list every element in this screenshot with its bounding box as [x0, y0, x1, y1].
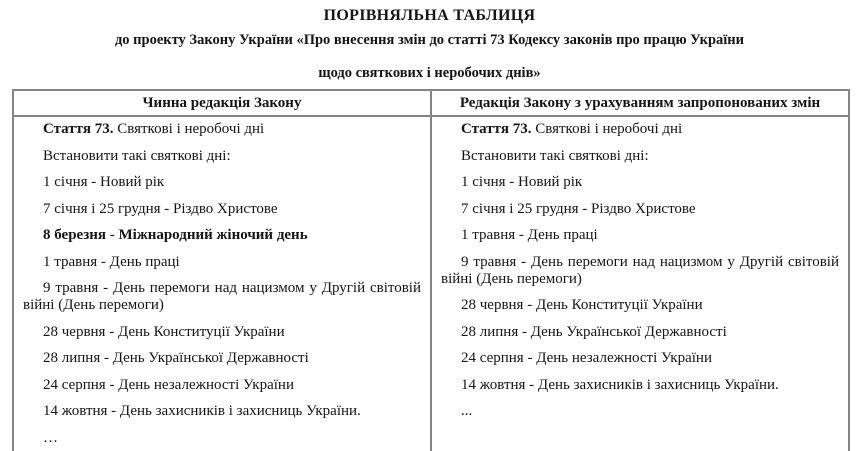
- cell-proposed-edition: [431, 116, 849, 451]
- paragraph: [23, 121, 421, 138]
- paragraph: [23, 174, 421, 191]
- paragraph: [441, 403, 839, 420]
- document-subtitle-line2: щодо святкових і неробочих днів»: [318, 65, 541, 81]
- paragraph: [23, 350, 421, 367]
- paragraph: [441, 324, 839, 341]
- paragraph: [441, 297, 839, 314]
- paragraph: [23, 254, 421, 271]
- content-row: [13, 116, 849, 451]
- paragraph: [441, 201, 839, 218]
- text-run: 24 серпня - День незалежності України: [461, 350, 712, 366]
- paragraph: [441, 350, 839, 367]
- text-run: 1 травня - День праці: [461, 227, 598, 243]
- text-run: -: [106, 227, 119, 243]
- text-run: Встановити такі святкові дні:: [461, 147, 649, 164]
- paragraph: [441, 148, 839, 165]
- bold-text-run: 8 березня: [43, 227, 106, 243]
- text-run: 14 жовтня - День захисників і захисниць України.: [461, 376, 779, 393]
- text-run: Встановити такі святкові дні:: [43, 147, 231, 164]
- text-run: 28 липня - День Української Державності: [43, 350, 309, 366]
- paragraph: [23, 377, 421, 394]
- column-header-proposed-edition: Редакція Закону з урахуванням запропонованих змін: [431, 90, 849, 116]
- bold-text-run: Стаття 73.: [43, 121, 114, 137]
- text-run: 9 травня - День перемоги над нацизмом у Другій світовій війні (День перемоги): [441, 253, 839, 287]
- text-run: 24 серпня - День незалежності України: [43, 376, 294, 393]
- paragraph: [23, 227, 421, 244]
- bold-text-run: Стаття 73.: [461, 121, 532, 137]
- document-title: ПОРІВНЯЛЬНА ТАБЛИЦЯ: [323, 7, 536, 24]
- paragraph: [23, 430, 421, 447]
- paragraph: [441, 377, 839, 394]
- text-run: 14 жовтня - День захисників і захисниць України.: [43, 403, 361, 419]
- comparison-table-body: [13, 116, 849, 451]
- text-run: …: [43, 429, 58, 446]
- paragraph: [441, 121, 839, 138]
- document-header: [0, 0, 859, 82]
- paragraph: [23, 201, 421, 218]
- paragraph: [441, 174, 839, 191]
- comparison-table: [12, 89, 850, 451]
- text-run: 7 січня і 25 грудня - Різдво Христове: [43, 200, 278, 217]
- header-row: [13, 90, 849, 116]
- text-run: 28 липня - День Української Державності: [461, 323, 727, 340]
- text-run: 28 червня - День Конституції України: [43, 323, 285, 340]
- document-subtitle-line1: до проекту Закону України «Про внесення змін до статті 73 Кодексу законів про працю України: [114, 32, 745, 48]
- text-run: 28 червня - День Конституції України: [461, 297, 703, 313]
- paragraph: [23, 324, 421, 341]
- column-header-current-edition: Чинна редакція Закону: [13, 90, 431, 116]
- text-run: 9 травня - День перемоги над нацизмом у Другій світовій війні (День перемоги): [23, 280, 421, 313]
- cell-current-edition: [13, 116, 431, 451]
- paragraph: [23, 280, 421, 314]
- text-run: 1 травня - День праці: [43, 253, 180, 270]
- paragraph: [441, 254, 839, 288]
- paragraph: [23, 403, 421, 420]
- text-run: 1 січня - Новий рік: [43, 174, 165, 190]
- paragraph: [23, 148, 421, 165]
- text-run: Святкові і неробочі дні: [531, 121, 683, 137]
- bold-text-run: Міжнародний жіночий день: [118, 227, 308, 243]
- text-run: 1 січня - Новий рік: [461, 174, 583, 190]
- text-run: ...: [461, 403, 473, 419]
- comparison-table-head: [13, 90, 849, 116]
- text-run: 7 січня і 25 грудня - Різдво Христове: [461, 200, 696, 217]
- paragraph: [441, 227, 839, 244]
- text-run: Святкові і неробочі дні: [113, 121, 265, 137]
